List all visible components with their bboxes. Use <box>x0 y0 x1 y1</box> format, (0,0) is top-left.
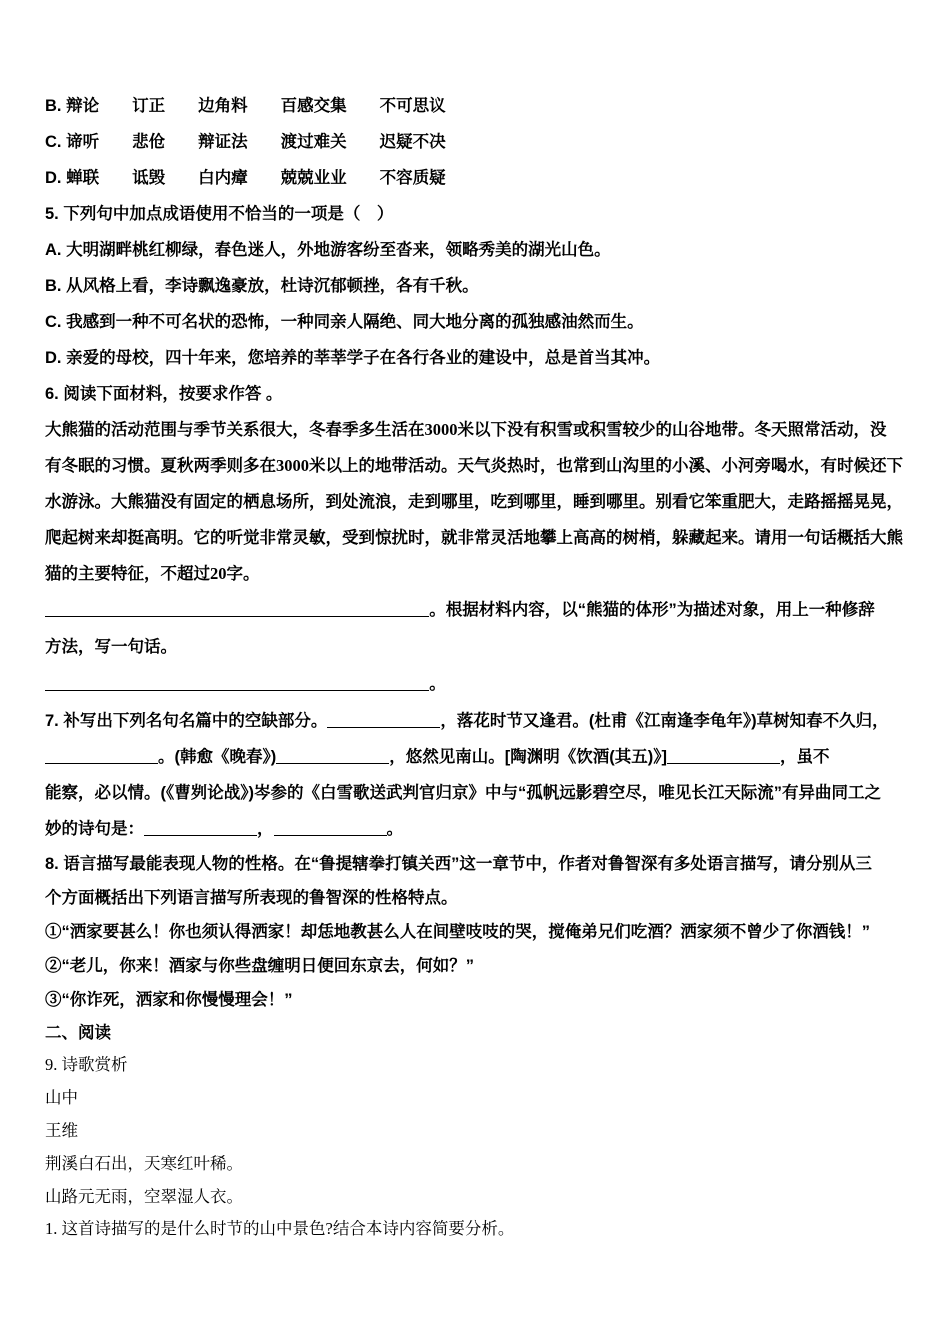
text-line: 大熊猫的活动范围与季节关系很大，冬春季多生活在3000米以下没有积雪或积雪较少的山谷地带。冬天照常活动，没 <box>45 420 887 439</box>
text-line: 个方面概括出下列语言描写所表现的鲁智深的性格特点。 <box>45 889 458 907</box>
text-line: ②“老儿，你来！酒家与你些盘缠明日便回东京去，何如？” <box>45 957 474 975</box>
text-line: 爬起树来却挺高明。它的听觉非常灵敏，受到惊扰时，就非常灵活地攀上高高的树梢，躲藏起来。请用一句话概括大熊 <box>45 528 903 547</box>
text-line: 方法，写一句话。 <box>45 638 177 656</box>
q5-idiom-choice <box>45 196 905 376</box>
text-line: D. 亲爱的母校，四十年来，您培养的莘莘学子在各行各业的建设中，总是首当其冲。 <box>45 349 661 367</box>
text-line: 8. 语言描写最能表现人物的性格。在“鲁提辖拳打镇关西”这一章节中，作者对鲁智深有多处语言描写，请分别从三 <box>45 855 872 873</box>
text-line: 1. 这首诗描写的是什么时节的山中景色?结合本诗内容简要分析。 <box>45 1219 515 1238</box>
answer-blank <box>144 820 257 836</box>
section-two-heading <box>45 1017 905 1049</box>
q6-answer-blanks <box>45 592 905 703</box>
answer-blank <box>327 712 440 728</box>
text-line: ③“你诈死，洒家和你慢慢理会！” <box>45 991 293 1009</box>
text-line: 。根据材料内容，以“熊猫的体形”为描述对象，用上一种修辞 <box>45 592 905 629</box>
text-line: 。 <box>45 666 905 703</box>
q6-stem <box>45 376 905 412</box>
answer-blank <box>276 748 389 764</box>
q9-heading <box>45 1049 905 1081</box>
text-line: 山中 <box>45 1088 78 1107</box>
answer-blank <box>45 748 158 764</box>
answer-blank <box>45 675 429 691</box>
text-line: 王维 <box>45 1121 78 1140</box>
text-line: 有冬眠的习惯。夏秋两季则多在3000米以上的地带活动。天气炎热时，也常到山沟里的小溪、小河旁喝水，有时候还下 <box>45 456 903 475</box>
text-line: 7. 补写出下列名句名篇中的空缺部分。 ，落花时节又逢君。(杜甫《江南逢李龟年》)草树知春不久归， <box>45 712 889 730</box>
text-line: C. 我感到一种不可名状的恐怖，一种同亲人隔绝、同大地分离的孤独感油然而生。 <box>45 313 644 331</box>
q4-word-options <box>45 88 905 196</box>
q6-panda-material <box>45 412 905 592</box>
text-line: A. 大明湖畔桃红柳绿，春色迷人，外地游客纷至沓来，领略秀美的湖光山色。 <box>45 241 611 259</box>
text-line: B. 辩论 订正 边角料 百感交集 不可思议 <box>45 97 446 115</box>
text-line: 5. 下列句中加点成语使用不恰当的一项是（ ） <box>45 205 394 223</box>
q7-famous-lines <box>45 703 905 847</box>
text-line: 猫的主要特征，不超过20字。 <box>45 564 260 583</box>
q9-poem <box>45 1081 905 1213</box>
text-line: 二、阅读 <box>45 1024 111 1042</box>
text-line: 9. 诗歌赏析 <box>45 1055 128 1074</box>
text-line: 。(韩愈《晚春》) ，悠然见南山。[陶渊明《饮酒(其五)》] ，虽不 <box>45 739 905 775</box>
answer-blank <box>274 820 387 836</box>
text-line: 妙的诗句是： ， 。 <box>45 820 403 838</box>
answer-blank <box>45 601 429 617</box>
text-line: 能察，必以情。(《曹刿论战》)岑参的《白雪歌送武判官归京》中与“孤帆远影碧空尽，唯见长江天际流”有异曲同工之 <box>45 784 881 802</box>
text-line: D. 蝉联 诋毁 白内瘴 兢兢业业 不容质疑 <box>45 169 446 187</box>
q9-sub-question-1 <box>45 1213 905 1245</box>
text-line: ①“洒家要甚么！你也须认得洒家！却恁地教甚么人在间壁吱吱的哭，搅俺弟兄们吃酒？洒家须不曾少了你酒钱！” <box>45 923 870 941</box>
text-line: 山路元无雨，空翠湿人衣。 <box>45 1187 243 1206</box>
text-line: 荆溪白石出，天寒红叶稀。 <box>45 1154 243 1173</box>
text-line: B. 从风格上看，李诗飘逸豪放，杜诗沉郁顿挫，各有千秋。 <box>45 277 479 295</box>
q8-lu-zhishen <box>45 847 905 1017</box>
answer-blank <box>667 748 780 764</box>
text-line: 6. 阅读下面材料，按要求作答 。 <box>45 385 283 403</box>
text-line: C. 谛听 悲伧 辩证法 渡过难关 迟疑不决 <box>45 133 446 151</box>
text-line: 水游泳。大熊猫没有固定的栖息场所，到处流浪，走到哪里，吃到哪里，睡到哪里。别看它笨重肥大，走路摇摇晃晃， <box>45 492 903 511</box>
